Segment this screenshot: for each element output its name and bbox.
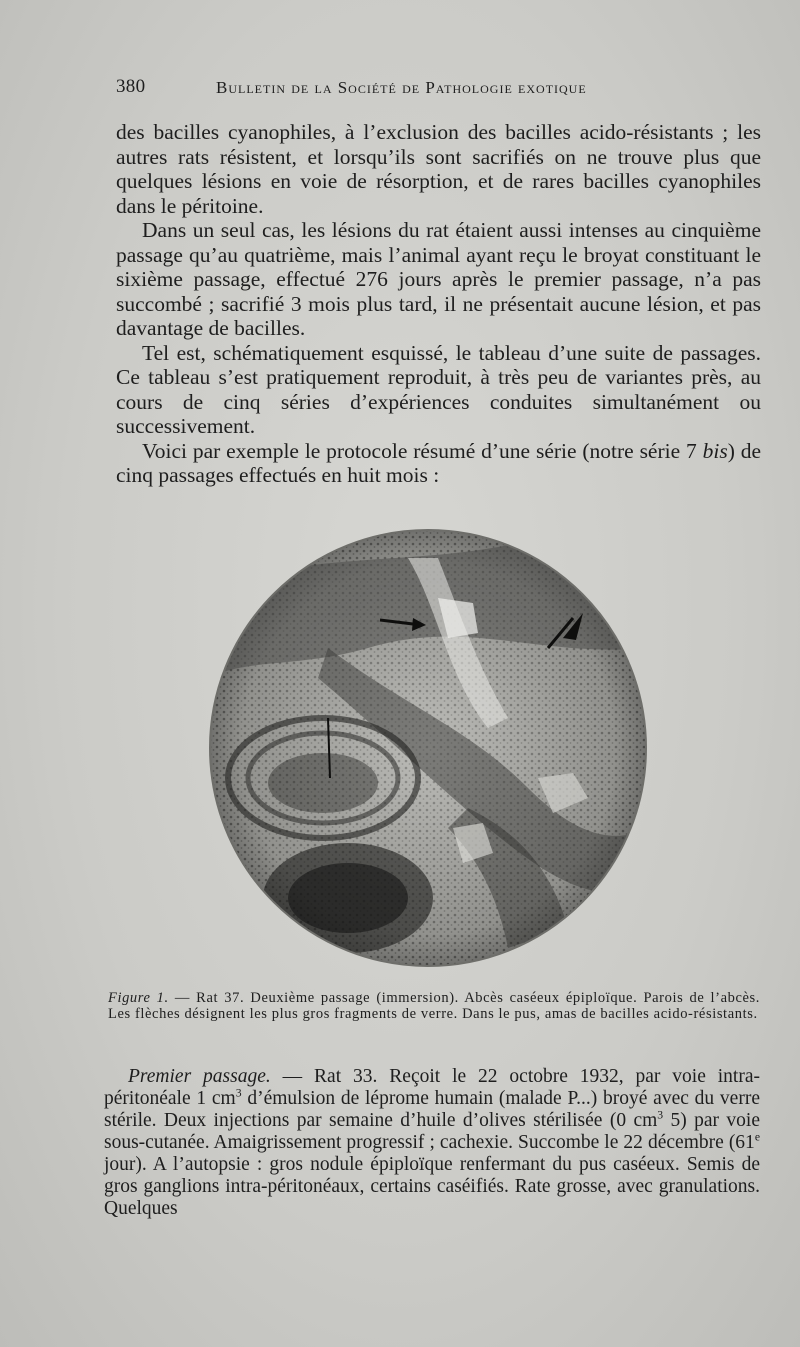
protocol-intro-text-end: ) de cinq passages effectués en huit mois : xyxy=(116,438,762,487)
page-number: 380 xyxy=(116,76,146,97)
figure-caption-text: — Rat 37. Deuxième passage (immersion). Abcès caséeux épiploïque. Parois de l’abcès. Les flèches désignent les plus gros fragments de verre. Dans le pus, amas de bacilles acido-résistants. xyxy=(108,990,761,1022)
paragraph-continuation: des bacilles cyanophiles, à l’exclusion des bacilles acido-résistants ; les autres rats résistent, et lorsqu’ils sont sacrifiés on ne trouve plus que quelques lésions en voie de résorption, et de rares bacilles cyanophiles dans le péritoine. xyxy=(116,120,761,218)
running-title: Bulletin de la Société de Pathologie exotique xyxy=(216,78,587,97)
protocol-label: Premier passage. xyxy=(128,1066,271,1087)
protocol-intro-italic: bis xyxy=(702,438,728,463)
page-header xyxy=(116,76,676,106)
superscript: 3 xyxy=(235,1086,242,1100)
micrograph-image xyxy=(208,528,648,968)
superscript: 3 xyxy=(657,1108,664,1122)
body-text xyxy=(116,120,761,488)
protocol-text: 5) par voie sous-cutanée. Amaigrissement progressif ; cachexie. Succombe le 22 décembre (61 xyxy=(104,1110,761,1153)
superscript: e xyxy=(754,1130,760,1144)
protocol-paragraph xyxy=(104,1066,760,1220)
paragraph: Tel est, schématiquement esquissé, le tableau d’une suite de passages. Ce tableau s’est pratiquement reproduit, à très peu de variantes près, au cours de cinq séries d’expériences conduites simultanément ou successivement. xyxy=(116,340,761,438)
micrograph-figure xyxy=(208,528,648,968)
paragraph: Dans un seul cas, les lésions du rat étaient aussi intenses au cinquième passage qu’au quatrième, mais l’animal ayant reçu le broyat constituant le sixième passage, effectué 276 jours après le premier passage, n’a pas succombé ; sacrifié 3 mois plus tard, il ne présentait aucune lésion, et pas davantage de bacilles. xyxy=(116,218,761,340)
figure-caption xyxy=(108,990,760,1022)
figure-caption-label: Figure 1. xyxy=(108,990,169,1006)
protocol-intro-paragraph xyxy=(116,439,761,488)
protocol-text: jour). A l’autopsie : gros nodule épiploïque renfermant du pus caséeux. Semis de gros ganglions intra-péritonéaux, certains caséifiés. Rate grosse, avec granulations. Quelques xyxy=(104,1154,760,1219)
protocol-text: — Rat 33. Reçoit le 22 octobre 1932, par voie intra-péritonéale 1 cm xyxy=(104,1066,760,1109)
protocol-intro-text: Voici par exemple le protocole résumé d’une série (notre série 7 xyxy=(142,438,703,463)
protocol-text: d’émulsion de léprome humain (malade P...) broyé avec du verre stérile. Deux injections par semaine d’huile d’olives stérilisée (0 cm xyxy=(104,1088,760,1131)
protocol-section xyxy=(104,1066,760,1220)
